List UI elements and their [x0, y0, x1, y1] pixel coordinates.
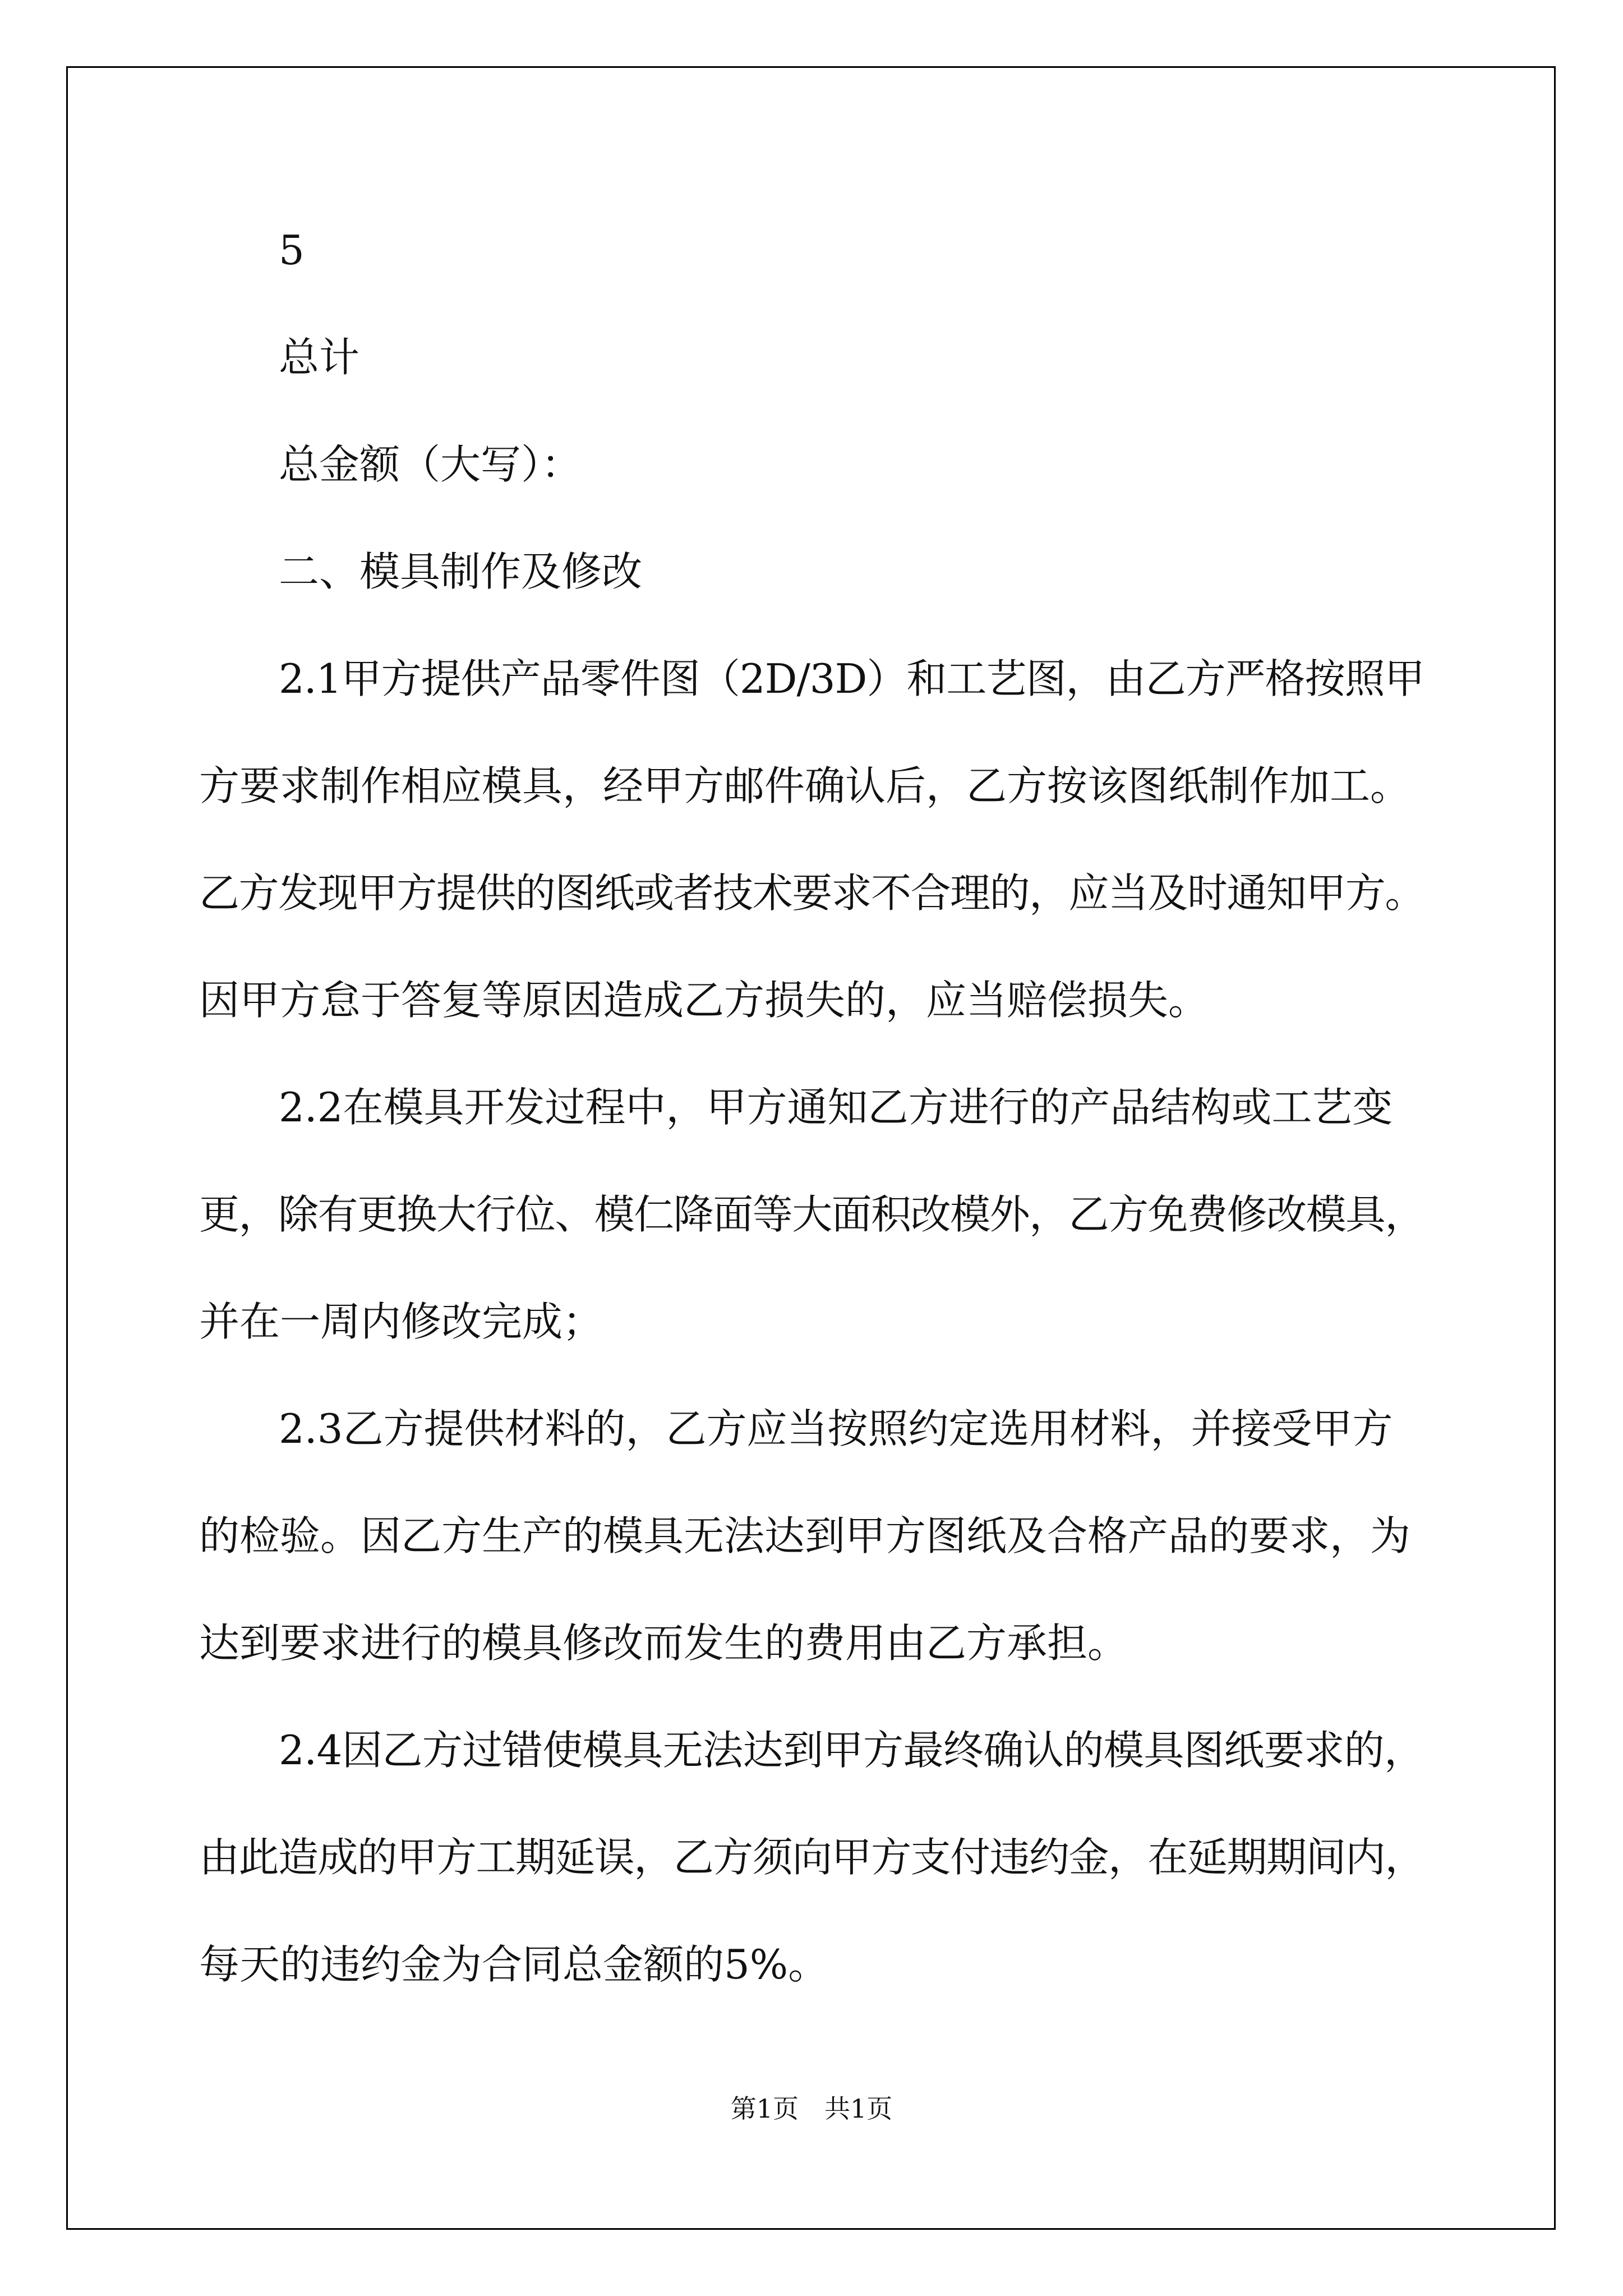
- clause-2-1-line-1: 2.1甲方提供产品零件图（2D/3D）和工艺图，由乙方严格按照甲: [279, 655, 1424, 702]
- page-footer: 第1页 共1页: [730, 2093, 893, 2124]
- clause-2-4-line-3: 每天的违约金为合同总金额的5%。: [199, 1941, 829, 1988]
- clause-2-1-line-3: 乙方发现甲方提供的图纸或者技术要求不合理的，应当及时通知甲方。: [199, 869, 1424, 917]
- line-total-amount-label: 总金额（大写）：: [279, 441, 582, 488]
- clause-2-1-line-4: 因甲方怠于答复等原因造成乙方损失的，应当赔偿损失。: [199, 977, 1209, 1024]
- clause-2-4-line-2: 由此造成的甲方工期延误，乙方须向甲方支付违约金，在延期期间内，: [199, 1834, 1424, 1881]
- clause-2-3-line-2: 的检验。因乙方生产的模具无法达到甲方图纸及合格产品的要求，为: [199, 1512, 1411, 1559]
- clause-2-4-line-1: 2.4因乙方过错使模具无法达到甲方最终确认的模具图纸要求的，: [279, 1727, 1424, 1774]
- page-border: [66, 66, 1556, 2230]
- clause-2-2-line-1: 2.2在模具开发过程中，甲方通知乙方进行的产品结构或工艺变: [279, 1084, 1393, 1131]
- section-heading-mold-making: 二、模具制作及修改: [279, 548, 643, 595]
- clause-2-2-line-2: 更，除有更换大行位、模仁降面等大面积改模外，乙方免费修改模具，: [199, 1191, 1424, 1238]
- line-item-number: 5: [279, 227, 305, 274]
- line-total-label: 总计: [279, 334, 360, 381]
- clause-2-3-line-3: 达到要求进行的模具修改而发生的费用由乙方承担。: [199, 1619, 1128, 1667]
- clause-2-2-line-3: 并在一周内修改完成；: [199, 1298, 603, 1345]
- clause-2-1-line-2: 方要求制作相应模具，经甲方邮件确认后，乙方按该图纸制作加工。: [199, 762, 1411, 809]
- clause-2-3-line-1: 2.3乙方提供材料的，乙方应当按照约定选用材料，并接受甲方: [279, 1405, 1393, 1452]
